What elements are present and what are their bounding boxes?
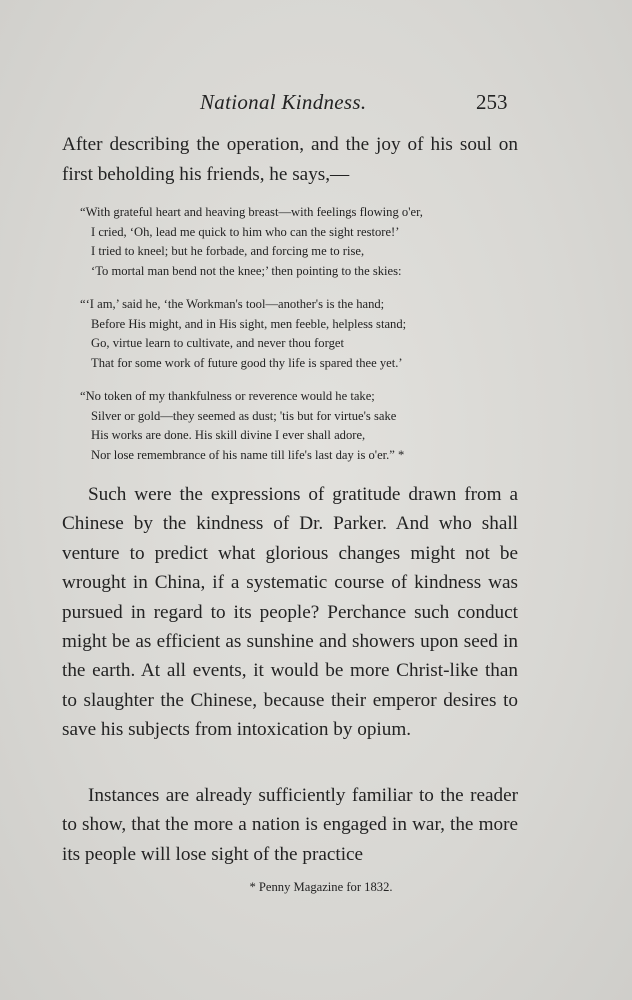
verse-stanza-3 xyxy=(80,387,520,465)
running-head xyxy=(0,88,632,122)
running-title: National Kindness. xyxy=(200,90,367,114)
page-number: 253 xyxy=(476,90,508,114)
verse-line: Before His might, and in His sight, men feeble, helpless stand; xyxy=(91,316,407,331)
verse-line: “‘I am,’ said he, ‘the Workman's tool—another's is the hand; xyxy=(80,297,385,311)
footnote xyxy=(0,880,632,895)
verse-stanza-2 xyxy=(80,295,520,373)
verse-line: His works are done. His skill divine I ever shall adore, xyxy=(91,428,366,443)
body-paragraph-instances: Instances are already sufficiently familiar to the reader to show, that the more a nation is engaged in war, the more its people will lose sight of the practice xyxy=(62,785,518,865)
body-paragraph-gratitude: Such were the expressions of gratitude drawn from a Chinese by the kindness of Dr. Parker. And who shall venture to predict what glorious changes might not be wrought in China, if a systematic course of kindness was pursued in regard to its people? Perchance such conduct might be as efficient as sunshine and showers upon seed in the earth. At all events, it would be more Christ-like than to slaughter the Chinese, because their emperor desires to save his subjects from intoxication by opium. xyxy=(62,484,518,741)
footnote-text: * Penny Magazine for 1832. xyxy=(249,880,393,894)
verse-line: That for some work of future good thy life is spared thee yet.’ xyxy=(91,355,403,370)
verse-line: Nor lose remembrance of his name till life's last day is o'er.” * xyxy=(91,447,405,462)
verse-line: ‘To mortal man bend not the knee;’ then pointing to the skies: xyxy=(91,263,402,278)
verse-stanza-1 xyxy=(80,203,520,281)
intro-paragraph: After describing the operation, and the joy of his soul on first beholding his friends, he says,— xyxy=(62,134,518,185)
verse-line: Silver or gold—they seemed as dust; 'tis but for virtue's sake xyxy=(91,408,397,423)
verse-line: Go, virtue learn to cultivate, and never thou forget xyxy=(91,336,344,351)
verse-line: “No token of my thankfulness or reverence would he take; xyxy=(80,389,375,403)
verse-line: “With grateful heart and heaving breast—with feelings flowing o'er, xyxy=(80,205,423,219)
verse-line: I cried, ‘Oh, lead me quick to him who can the sight restore!’ xyxy=(91,224,400,239)
verse-line: I tried to kneel; but he forbade, and forcing me to rise, xyxy=(91,244,365,259)
